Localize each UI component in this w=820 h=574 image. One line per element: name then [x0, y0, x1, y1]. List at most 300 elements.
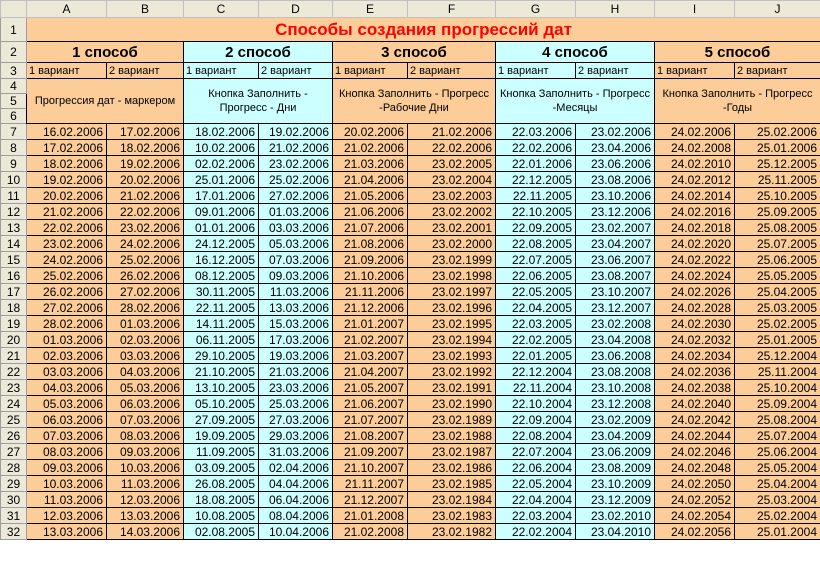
column-header[interactable]: E: [333, 1, 408, 18]
date-cell[interactable]: 24.02.2040: [655, 396, 735, 412]
date-cell[interactable]: 17.02.2006: [107, 124, 184, 140]
date-cell[interactable]: 21.11.2007: [333, 476, 408, 492]
date-cell[interactable]: 02.02.2006: [184, 156, 259, 172]
date-cell[interactable]: 23.02.2008: [576, 316, 655, 332]
date-cell[interactable]: 20.02.2006: [27, 188, 107, 204]
date-cell[interactable]: 22.07.2004: [496, 444, 576, 460]
date-cell[interactable]: 24.02.2032: [655, 332, 735, 348]
date-cell[interactable]: 25.05.2004: [735, 460, 820, 476]
date-cell[interactable]: 22.03.2006: [496, 124, 576, 140]
date-cell[interactable]: 22.05.2005: [496, 284, 576, 300]
row-header[interactable]: 1: [1, 18, 27, 42]
date-cell[interactable]: 23.02.2006: [259, 156, 333, 172]
date-cell[interactable]: 21.10.2005: [184, 364, 259, 380]
date-cell[interactable]: 21.05.2007: [333, 380, 408, 396]
date-cell[interactable]: 24.02.2022: [655, 252, 735, 268]
date-cell[interactable]: 25.02.2006: [735, 124, 820, 140]
date-cell[interactable]: 29.10.2005: [184, 348, 259, 364]
variant-cell[interactable]: 2 вариант: [408, 63, 496, 79]
date-cell[interactable]: 25.04.2005: [735, 284, 820, 300]
date-cell[interactable]: 22.01.2006: [496, 156, 576, 172]
row-header[interactable]: 6: [1, 109, 27, 124]
row-header[interactable]: 26: [1, 428, 27, 444]
date-cell[interactable]: 23.08.2008: [576, 364, 655, 380]
date-cell[interactable]: 19.03.2006: [259, 348, 333, 364]
date-cell[interactable]: 21.03.2007: [333, 348, 408, 364]
date-cell[interactable]: 25.02.2004: [735, 508, 820, 524]
date-cell[interactable]: 12.03.2006: [107, 492, 184, 508]
row-header[interactable]: 16: [1, 268, 27, 284]
date-cell[interactable]: 22.03.2004: [496, 508, 576, 524]
date-cell[interactable]: 23.06.2009: [576, 444, 655, 460]
row-header[interactable]: 5: [1, 94, 27, 109]
date-cell[interactable]: 25.09.2004: [735, 396, 820, 412]
date-cell[interactable]: 11.03.2006: [259, 284, 333, 300]
date-cell[interactable]: 16.12.2005: [184, 252, 259, 268]
date-cell[interactable]: 27.02.2006: [107, 284, 184, 300]
date-cell[interactable]: 09.03.2006: [259, 268, 333, 284]
date-cell[interactable]: 19.02.2006: [27, 172, 107, 188]
date-cell[interactable]: 24.02.2026: [655, 284, 735, 300]
row-header[interactable]: 12: [1, 204, 27, 220]
date-cell[interactable]: 22.09.2005: [496, 220, 576, 236]
date-cell[interactable]: 23.02.1993: [408, 348, 496, 364]
date-cell[interactable]: 21.09.2007: [333, 444, 408, 460]
date-cell[interactable]: 25.12.2005: [735, 156, 820, 172]
date-cell[interactable]: 23.08.2006: [576, 172, 655, 188]
date-cell[interactable]: 22.03.2005: [496, 316, 576, 332]
date-cell[interactable]: 22.11.2005: [496, 188, 576, 204]
date-cell[interactable]: 06.11.2005: [184, 332, 259, 348]
column-header[interactable]: J: [735, 1, 820, 18]
date-cell[interactable]: 25.09.2005: [735, 204, 820, 220]
date-cell[interactable]: 19.02.2006: [107, 156, 184, 172]
date-cell[interactable]: 22.02.2006: [107, 204, 184, 220]
date-cell[interactable]: 25.02.2005: [735, 316, 820, 332]
date-cell[interactable]: 09.01.2006: [184, 204, 259, 220]
row-header[interactable]: 23: [1, 380, 27, 396]
date-cell[interactable]: 23.08.2007: [576, 268, 655, 284]
row-header[interactable]: 14: [1, 236, 27, 252]
date-cell[interactable]: 24.02.2036: [655, 364, 735, 380]
date-cell[interactable]: 23.02.1992: [408, 364, 496, 380]
row-header[interactable]: 28: [1, 460, 27, 476]
date-cell[interactable]: 04.03.2006: [27, 380, 107, 396]
row-header[interactable]: 32: [1, 524, 27, 540]
date-cell[interactable]: 25.03.2006: [259, 396, 333, 412]
date-cell[interactable]: 21.01.2007: [333, 316, 408, 332]
row-header[interactable]: 9: [1, 156, 27, 172]
date-cell[interactable]: 13.10.2005: [184, 380, 259, 396]
date-cell[interactable]: 02.04.2006: [259, 460, 333, 476]
date-cell[interactable]: 24.02.2008: [655, 140, 735, 156]
date-cell[interactable]: 25.01.2004: [735, 524, 820, 540]
date-cell[interactable]: 23.02.1997: [408, 284, 496, 300]
row-header[interactable]: 19: [1, 316, 27, 332]
variant-cell[interactable]: 1 вариант: [184, 63, 259, 79]
date-cell[interactable]: 22.09.2004: [496, 412, 576, 428]
date-cell[interactable]: 14.11.2005: [184, 316, 259, 332]
date-cell[interactable]: 22.06.2004: [496, 460, 576, 476]
date-cell[interactable]: 21.12.2007: [333, 492, 408, 508]
date-cell[interactable]: 06.03.2006: [27, 412, 107, 428]
date-cell[interactable]: 22.04.2004: [496, 492, 576, 508]
method-header-cell[interactable]: 3 способ: [333, 42, 496, 63]
date-cell[interactable]: 21.10.2006: [333, 268, 408, 284]
row-header[interactable]: 13: [1, 220, 27, 236]
date-cell[interactable]: 22.06.2005: [496, 268, 576, 284]
date-cell[interactable]: 24.02.2050: [655, 476, 735, 492]
date-cell[interactable]: 10.02.2006: [184, 140, 259, 156]
date-cell[interactable]: 21.07.2007: [333, 412, 408, 428]
date-cell[interactable]: 18.02.2006: [184, 124, 259, 140]
method-description-cell[interactable]: Кнопка Заполнить - Прогресс - Дни: [184, 79, 333, 124]
date-cell[interactable]: 23.02.1990: [408, 396, 496, 412]
row-header[interactable]: 3: [1, 63, 27, 79]
column-header[interactable]: H: [576, 1, 655, 18]
date-cell[interactable]: 08.03.2006: [107, 428, 184, 444]
date-cell[interactable]: 24.12.2005: [184, 236, 259, 252]
row-header[interactable]: 7: [1, 124, 27, 140]
date-cell[interactable]: 21.02.2006: [107, 188, 184, 204]
date-cell[interactable]: 22.02.2006: [27, 220, 107, 236]
date-cell[interactable]: 01.03.2006: [27, 332, 107, 348]
date-cell[interactable]: 21.11.2006: [333, 284, 408, 300]
date-cell[interactable]: 23.06.2008: [576, 348, 655, 364]
date-cell[interactable]: 21.06.2006: [333, 204, 408, 220]
date-cell[interactable]: 17.03.2006: [259, 332, 333, 348]
date-cell[interactable]: 07.03.2006: [107, 412, 184, 428]
variant-cell[interactable]: 2 вариант: [735, 63, 820, 79]
row-header[interactable]: 27: [1, 444, 27, 460]
date-cell[interactable]: 02.08.2005: [184, 524, 259, 540]
date-cell[interactable]: 23.02.2005: [408, 156, 496, 172]
date-cell[interactable]: 16.02.2006: [27, 124, 107, 140]
date-cell[interactable]: 23.02.2007: [576, 220, 655, 236]
date-cell[interactable]: 23.02.2000: [408, 236, 496, 252]
date-cell[interactable]: 24.02.2018: [655, 220, 735, 236]
date-cell[interactable]: 21.02.2006: [408, 124, 496, 140]
date-cell[interactable]: 07.03.2006: [27, 428, 107, 444]
date-cell[interactable]: 23.02.1999: [408, 252, 496, 268]
date-cell[interactable]: 25.10.2005: [735, 188, 820, 204]
date-cell[interactable]: 22.11.2004: [496, 380, 576, 396]
date-cell[interactable]: 01.03.2006: [259, 204, 333, 220]
date-cell[interactable]: 26.02.2006: [107, 268, 184, 284]
row-header[interactable]: 25: [1, 412, 27, 428]
date-cell[interactable]: 05.03.2006: [107, 380, 184, 396]
date-cell[interactable]: 22.10.2004: [496, 396, 576, 412]
date-cell[interactable]: 23.06.2007: [576, 252, 655, 268]
date-cell[interactable]: 01.03.2006: [107, 316, 184, 332]
date-cell[interactable]: 13.03.2006: [27, 524, 107, 540]
date-cell[interactable]: 27.02.2006: [259, 188, 333, 204]
date-cell[interactable]: 25.06.2005: [735, 252, 820, 268]
variant-cell[interactable]: 2 вариант: [259, 63, 333, 79]
date-cell[interactable]: 23.10.2007: [576, 284, 655, 300]
date-cell[interactable]: 22.12.2004: [496, 364, 576, 380]
date-cell[interactable]: 24.02.2052: [655, 492, 735, 508]
date-cell[interactable]: 23.02.2006: [27, 236, 107, 252]
date-cell[interactable]: 25.01.2006: [184, 172, 259, 188]
date-cell[interactable]: 23.02.1996: [408, 300, 496, 316]
date-cell[interactable]: 23.02.2001: [408, 220, 496, 236]
date-cell[interactable]: 24.02.2024: [655, 268, 735, 284]
method-header-cell[interactable]: 2 способ: [184, 42, 333, 63]
row-header[interactable]: 17: [1, 284, 27, 300]
date-cell[interactable]: 24.02.2006: [655, 124, 735, 140]
date-cell[interactable]: 05.10.2005: [184, 396, 259, 412]
date-cell[interactable]: 28.02.2006: [107, 300, 184, 316]
date-cell[interactable]: 23.12.2006: [576, 204, 655, 220]
date-cell[interactable]: 24.02.2012: [655, 172, 735, 188]
date-cell[interactable]: 11.03.2006: [27, 492, 107, 508]
date-cell[interactable]: 09.03.2006: [107, 444, 184, 460]
row-header[interactable]: 10: [1, 172, 27, 188]
date-cell[interactable]: 25.12.2004: [735, 348, 820, 364]
date-cell[interactable]: 25.01.2006: [735, 140, 820, 156]
date-cell[interactable]: 08.03.2006: [27, 444, 107, 460]
date-cell[interactable]: 24.02.2034: [655, 348, 735, 364]
date-cell[interactable]: 23.02.2003: [408, 188, 496, 204]
row-header[interactable]: 21: [1, 348, 27, 364]
date-cell[interactable]: 21.12.2006: [333, 300, 408, 316]
date-cell[interactable]: 21.01.2008: [333, 508, 408, 524]
date-cell[interactable]: 24.02.2020: [655, 236, 735, 252]
variant-cell[interactable]: 1 вариант: [333, 63, 408, 79]
date-cell[interactable]: 06.03.2006: [107, 396, 184, 412]
date-cell[interactable]: 02.03.2006: [27, 348, 107, 364]
date-cell[interactable]: 03.03.2006: [27, 364, 107, 380]
variant-cell[interactable]: 2 вариант: [107, 63, 184, 79]
method-description-cell[interactable]: Прогрессия дат - маркером: [27, 79, 184, 124]
date-cell[interactable]: 24.02.2044: [655, 428, 735, 444]
date-cell[interactable]: 07.03.2006: [259, 252, 333, 268]
date-cell[interactable]: 25.03.2005: [735, 300, 820, 316]
date-cell[interactable]: 03.03.2006: [107, 348, 184, 364]
date-cell[interactable]: 22.07.2005: [496, 252, 576, 268]
date-cell[interactable]: 18.02.2006: [107, 140, 184, 156]
date-cell[interactable]: 15.03.2006: [259, 316, 333, 332]
date-cell[interactable]: 25.02.2006: [27, 268, 107, 284]
date-cell[interactable]: 22.11.2005: [184, 300, 259, 316]
date-cell[interactable]: 23.02.1998: [408, 268, 496, 284]
date-cell[interactable]: 23.10.2009: [576, 476, 655, 492]
date-cell[interactable]: 25.02.2006: [259, 172, 333, 188]
date-cell[interactable]: 17.01.2006: [184, 188, 259, 204]
date-cell[interactable]: 21.06.2007: [333, 396, 408, 412]
date-cell[interactable]: 24.02.2030: [655, 316, 735, 332]
date-cell[interactable]: 19.02.2006: [259, 124, 333, 140]
date-cell[interactable]: 23.02.1987: [408, 444, 496, 460]
row-header[interactable]: 18: [1, 300, 27, 316]
date-cell[interactable]: 08.04.2006: [259, 508, 333, 524]
date-cell[interactable]: 02.03.2006: [107, 332, 184, 348]
row-header[interactable]: 4: [1, 79, 27, 94]
date-cell[interactable]: 27.02.2006: [27, 300, 107, 316]
date-cell[interactable]: 23.02.1983: [408, 508, 496, 524]
date-cell[interactable]: 26.08.2005: [184, 476, 259, 492]
row-header[interactable]: 30: [1, 492, 27, 508]
date-cell[interactable]: 09.03.2006: [27, 460, 107, 476]
date-cell[interactable]: 23.02.1984: [408, 492, 496, 508]
date-cell[interactable]: 21.03.2006: [259, 364, 333, 380]
date-cell[interactable]: 23.04.2007: [576, 236, 655, 252]
date-cell[interactable]: 23.02.2004: [408, 172, 496, 188]
method-header-cell[interactable]: 4 способ: [496, 42, 655, 63]
row-header[interactable]: 15: [1, 252, 27, 268]
date-cell[interactable]: 22.02.2006: [496, 140, 576, 156]
date-cell[interactable]: 22.02.2004: [496, 524, 576, 540]
row-header[interactable]: 22: [1, 364, 27, 380]
date-cell[interactable]: 06.04.2006: [259, 492, 333, 508]
variant-cell[interactable]: 2 вариант: [576, 63, 655, 79]
date-cell[interactable]: 25.06.2004: [735, 444, 820, 460]
date-cell[interactable]: 23.02.1989: [408, 412, 496, 428]
column-header[interactable]: F: [408, 1, 496, 18]
date-cell[interactable]: 22.10.2005: [496, 204, 576, 220]
date-cell[interactable]: 10.04.2006: [259, 524, 333, 540]
date-cell[interactable]: 11.09.2005: [184, 444, 259, 460]
date-cell[interactable]: 20.02.2006: [107, 172, 184, 188]
date-cell[interactable]: 21.08.2007: [333, 428, 408, 444]
date-cell[interactable]: 21.08.2006: [333, 236, 408, 252]
date-cell[interactable]: 22.05.2004: [496, 476, 576, 492]
date-cell[interactable]: 21.02.2008: [333, 524, 408, 540]
date-cell[interactable]: 23.10.2008: [576, 380, 655, 396]
date-cell[interactable]: 23.06.2006: [576, 156, 655, 172]
date-cell[interactable]: 21.09.2006: [333, 252, 408, 268]
date-cell[interactable]: 03.09.2005: [184, 460, 259, 476]
date-cell[interactable]: 23.08.2009: [576, 460, 655, 476]
row-header[interactable]: 20: [1, 332, 27, 348]
date-cell[interactable]: 13.03.2006: [259, 300, 333, 316]
date-cell[interactable]: 27.03.2006: [259, 412, 333, 428]
column-header[interactable]: C: [184, 1, 259, 18]
date-cell[interactable]: 23.02.2006: [576, 124, 655, 140]
date-cell[interactable]: 21.04.2006: [333, 172, 408, 188]
date-cell[interactable]: 23.12.2008: [576, 396, 655, 412]
select-all-corner[interactable]: [1, 1, 27, 18]
date-cell[interactable]: 23.04.2008: [576, 332, 655, 348]
date-cell[interactable]: 05.03.2006: [27, 396, 107, 412]
date-cell[interactable]: 24.02.2010: [655, 156, 735, 172]
date-cell[interactable]: 23.02.1991: [408, 380, 496, 396]
date-cell[interactable]: 25.02.2006: [107, 252, 184, 268]
date-cell[interactable]: 25.07.2004: [735, 428, 820, 444]
date-cell[interactable]: 23.10.2006: [576, 188, 655, 204]
date-cell[interactable]: 25.08.2004: [735, 412, 820, 428]
date-cell[interactable]: 10.03.2006: [27, 476, 107, 492]
method-header-cell[interactable]: 5 способ: [655, 42, 820, 63]
date-cell[interactable]: 04.04.2006: [259, 476, 333, 492]
date-cell[interactable]: 23.02.1995: [408, 316, 496, 332]
date-cell[interactable]: 22.08.2004: [496, 428, 576, 444]
date-cell[interactable]: 22.02.2005: [496, 332, 576, 348]
date-cell[interactable]: 23.02.1982: [408, 524, 496, 540]
row-header[interactable]: 24: [1, 396, 27, 412]
date-cell[interactable]: 23.02.2006: [107, 220, 184, 236]
variant-cell[interactable]: 1 вариант: [496, 63, 576, 79]
date-cell[interactable]: 10.03.2006: [107, 460, 184, 476]
date-cell[interactable]: 24.02.2028: [655, 300, 735, 316]
date-cell[interactable]: 23.02.1988: [408, 428, 496, 444]
date-cell[interactable]: 22.04.2005: [496, 300, 576, 316]
date-cell[interactable]: 22.12.2005: [496, 172, 576, 188]
date-cell[interactable]: 23.03.2006: [259, 380, 333, 396]
date-cell[interactable]: 23.04.2010: [576, 524, 655, 540]
date-cell[interactable]: 25.03.2004: [735, 492, 820, 508]
date-cell[interactable]: 24.02.2038: [655, 380, 735, 396]
date-cell[interactable]: 31.03.2006: [259, 444, 333, 460]
date-cell[interactable]: 25.11.2004: [735, 364, 820, 380]
row-header[interactable]: 29: [1, 476, 27, 492]
date-cell[interactable]: 21.02.2006: [259, 140, 333, 156]
method-description-cell[interactable]: Кнопка Заполнить - Прогресс -Месяцы: [496, 79, 655, 124]
column-header[interactable]: B: [107, 1, 184, 18]
column-header[interactable]: G: [496, 1, 576, 18]
date-cell[interactable]: 18.02.2006: [27, 156, 107, 172]
date-cell[interactable]: 04.03.2006: [107, 364, 184, 380]
date-cell[interactable]: 24.02.2056: [655, 524, 735, 540]
date-cell[interactable]: 23.12.2007: [576, 300, 655, 316]
date-cell[interactable]: 21.05.2006: [333, 188, 408, 204]
date-cell[interactable]: 11.03.2006: [107, 476, 184, 492]
date-cell[interactable]: 13.03.2006: [107, 508, 184, 524]
date-cell[interactable]: 25.05.2005: [735, 268, 820, 284]
date-cell[interactable]: 24.02.2054: [655, 508, 735, 524]
date-cell[interactable]: 23.04.2006: [576, 140, 655, 156]
date-cell[interactable]: 22.02.2006: [408, 140, 496, 156]
date-cell[interactable]: 21.03.2006: [333, 156, 408, 172]
column-header[interactable]: I: [655, 1, 735, 18]
date-cell[interactable]: 14.03.2006: [107, 524, 184, 540]
date-cell[interactable]: 24.02.2048: [655, 460, 735, 476]
date-cell[interactable]: 28.02.2006: [27, 316, 107, 332]
date-cell[interactable]: 18.08.2005: [184, 492, 259, 508]
date-cell[interactable]: 24.02.2046: [655, 444, 735, 460]
date-cell[interactable]: 21.07.2006: [333, 220, 408, 236]
date-cell[interactable]: 25.11.2005: [735, 172, 820, 188]
date-cell[interactable]: 23.02.2002: [408, 204, 496, 220]
date-cell[interactable]: 25.04.2004: [735, 476, 820, 492]
date-cell[interactable]: 01.01.2006: [184, 220, 259, 236]
date-cell[interactable]: 23.02.1985: [408, 476, 496, 492]
method-description-cell[interactable]: Кнопка Заполнить - Прогресс -Годы: [655, 79, 820, 124]
date-cell[interactable]: 24.02.2016: [655, 204, 735, 220]
date-cell[interactable]: 21.02.2006: [333, 140, 408, 156]
date-cell[interactable]: 24.02.2006: [107, 236, 184, 252]
row-header[interactable]: 31: [1, 508, 27, 524]
column-header[interactable]: A: [27, 1, 107, 18]
date-cell[interactable]: 20.02.2006: [333, 124, 408, 140]
date-cell[interactable]: 10.08.2005: [184, 508, 259, 524]
date-cell[interactable]: 17.02.2006: [27, 140, 107, 156]
date-cell[interactable]: 21.10.2007: [333, 460, 408, 476]
sheet-title-cell[interactable]: Способы создания прогрессий дат: [27, 18, 820, 42]
date-cell[interactable]: 23.02.2010: [576, 508, 655, 524]
date-cell[interactable]: 24.02.2006: [27, 252, 107, 268]
variant-cell[interactable]: 1 вариант: [27, 63, 107, 79]
date-cell[interactable]: 29.03.2006: [259, 428, 333, 444]
variant-cell[interactable]: 1 вариант: [655, 63, 735, 79]
date-cell[interactable]: 23.02.1986: [408, 460, 496, 476]
method-header-cell[interactable]: 1 способ: [27, 42, 184, 63]
date-cell[interactable]: 25.01.2005: [735, 332, 820, 348]
date-cell[interactable]: 24.02.2042: [655, 412, 735, 428]
date-cell[interactable]: 26.02.2006: [27, 284, 107, 300]
date-cell[interactable]: 12.03.2006: [27, 508, 107, 524]
